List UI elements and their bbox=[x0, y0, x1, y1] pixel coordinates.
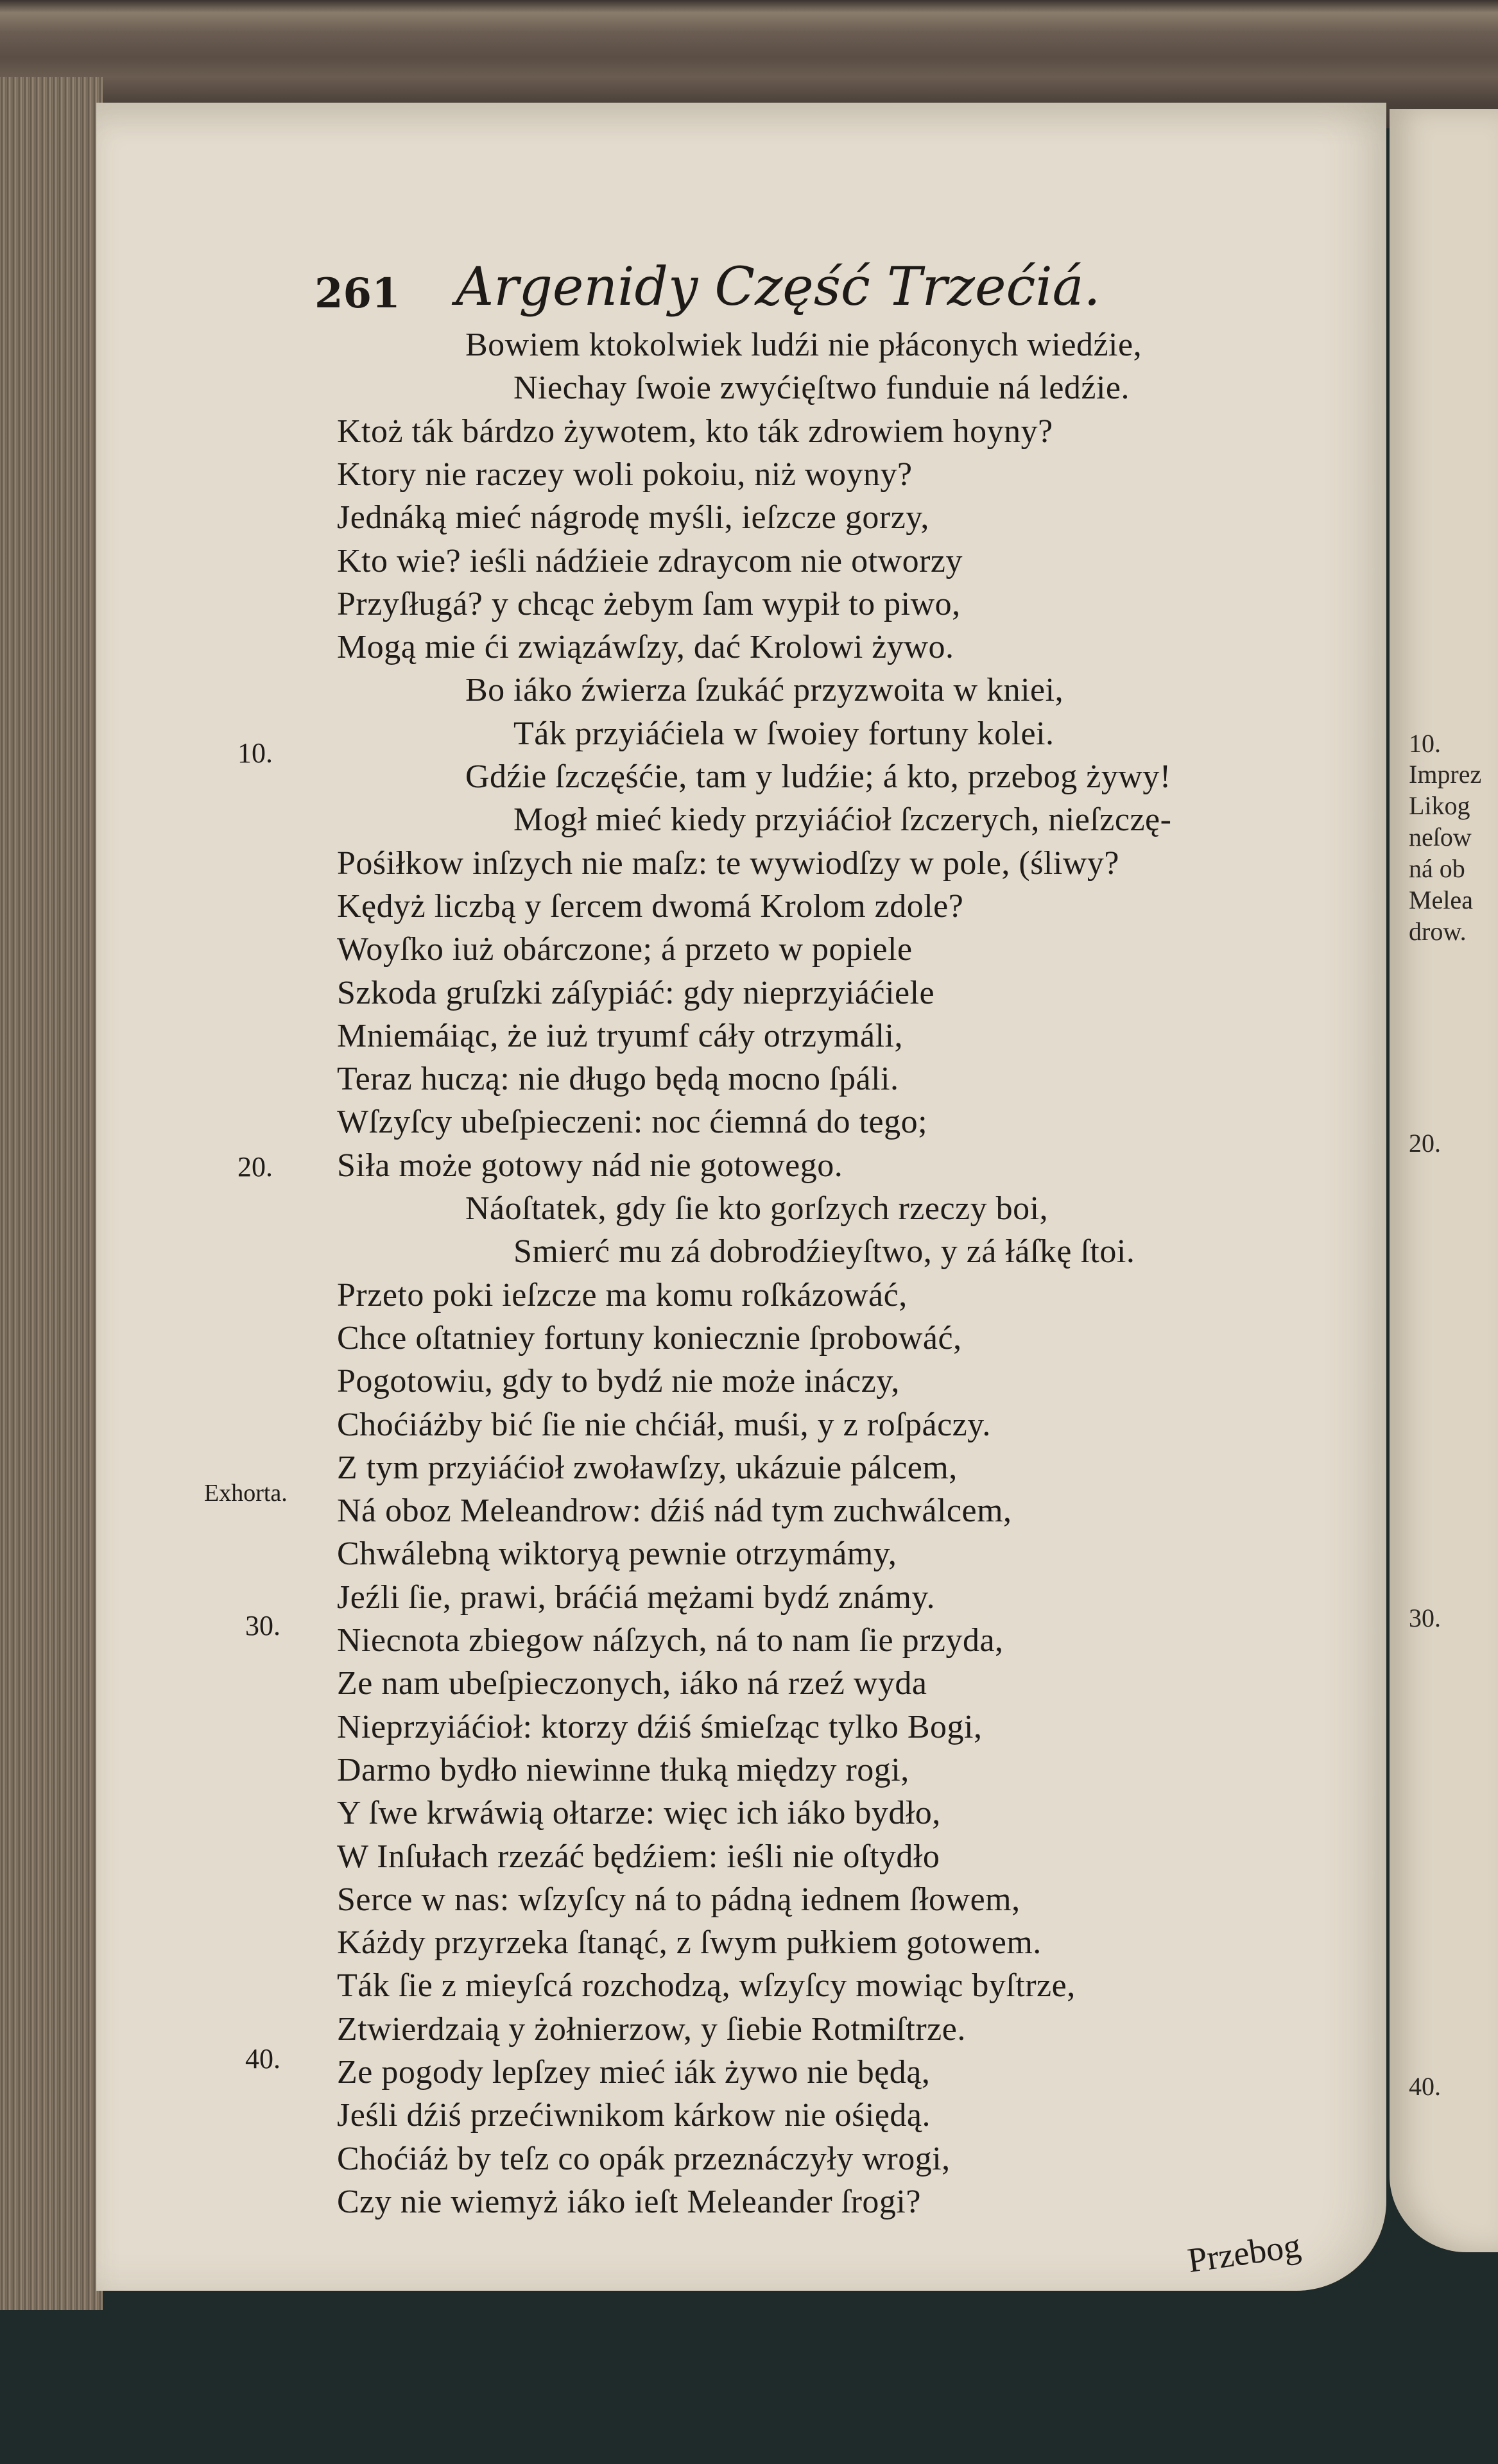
verse-line: Niechay ſwoie zwyćięſtwo funduie ná ledźie. bbox=[513, 370, 1130, 406]
facing-text-line: ná ob bbox=[1409, 854, 1465, 883]
facing-line-number-20: 20. bbox=[1409, 1129, 1441, 1158]
verse-line: Niecnota zbiegow náſzych, ná to nam ſie przyda, bbox=[337, 1622, 1004, 1659]
verse-line: Szkoda gruſzki záſypiáć: gdy nieprzyiáćiele bbox=[337, 975, 935, 1011]
verse-line: Czy nie wiemyż iáko ieſt Meleander ſrogi? bbox=[337, 2184, 921, 2220]
line-number-30: 30. bbox=[245, 1610, 280, 1641]
running-title: Argenidy Część Trzećiá. bbox=[456, 257, 1101, 318]
facing-text-line: drow. bbox=[1409, 917, 1467, 946]
facing-page bbox=[1390, 109, 1498, 2252]
verse-line: Kto wie? ieśli nádźieie zdraycom nie otworzy bbox=[337, 543, 963, 579]
verse-line: Ze pogody lepſzey mieć iák żywo nie będą, bbox=[337, 2054, 931, 2091]
verse-line: Siła może gotowy nád nie gotowego. bbox=[337, 1147, 843, 1184]
verse-line: Gdźie ſzczęśćie, tam y ludźie; á kto, przebog żywy! bbox=[465, 758, 1171, 795]
verse-line: Kędyż liczbą y ſercem dwomá Krolom zdole? bbox=[337, 888, 964, 925]
verse-line: Káżdy przyrzeka ſtanąć, z ſwym pułkiem gotowem. bbox=[337, 1924, 1042, 1961]
verse-line: Mogą mie ći związáwſzy, dać Krolowi żywo. bbox=[337, 629, 954, 665]
verse-line: Serce w nas: wſzyſcy ná to pádną iednem ſłowem, bbox=[337, 1881, 1020, 1918]
verse-line: Jeźli ſie, prawi, bráćiá mężami bydź známy. bbox=[337, 1579, 936, 1616]
verse-line: Ták ſie z mieyſcá rozchodzą, wſzyſcy mowiąc byſtrze, bbox=[337, 1967, 1076, 2004]
facing-line-number-10: 10. bbox=[1409, 729, 1441, 758]
facing-line-number-30: 30. bbox=[1409, 1604, 1441, 1632]
verse-line: Ná oboz Meleandrow: dźiś nád tym zuchwálcem, bbox=[337, 1493, 1012, 1529]
facing-line-number-40: 40. bbox=[1409, 2072, 1441, 2101]
verse-line: Chwálebną wiktoryą pewnie otrzymámy, bbox=[337, 1536, 897, 1572]
catchword: Przebog bbox=[1185, 2225, 1304, 2280]
verse-line: Nieprzyiáćioł: ktorzy dźiś śmieſząc tylko Bogi, bbox=[337, 1709, 983, 1745]
facing-text-line: Imprez bbox=[1409, 760, 1482, 789]
verse-line: Smierć mu zá dobrodźieyſtwo, y zá łáſkę ſtoi. bbox=[513, 1233, 1135, 1270]
page-number: 261 bbox=[314, 270, 400, 318]
verse-line: Bowiem ktokolwiek ludźi nie płáconych wiedźie, bbox=[465, 327, 1142, 363]
line-number-20: 20. bbox=[237, 1151, 273, 1183]
verse-line: Wſzyſcy ubeſpieczeni: noc ćiemná do tego; bbox=[337, 1104, 928, 1140]
verse-line: Z tym przyiáćioł zwoławſzy, ukázuie pálcem, bbox=[337, 1450, 958, 1486]
verse-line: Chce oſtatniey fortuny koniecznie ſprobowáć, bbox=[337, 1320, 962, 1356]
margin-note-exhortation: Exhorta. bbox=[204, 1480, 288, 1507]
page-edges bbox=[0, 77, 103, 2310]
verse-line: Pośiłkow inſzych nie maſz: te wywiodſzy w pole, (śliwy? bbox=[337, 845, 1119, 882]
verse-line: Choćiáżby bić ſie nie chćiáł, muśi, y z roſpáczy. bbox=[337, 1407, 991, 1443]
verse-line: Przyſługá? y chcąc żebym ſam wypił to piwo, bbox=[337, 586, 961, 622]
verse-line: Y ſwe krwáwią ołtarze: więc ich iáko bydło, bbox=[337, 1795, 941, 1831]
verse-line: Ztwierdzaią y żołnierzow, y ſiebie Rotmiſtrze. bbox=[337, 2011, 966, 2048]
verse-line: Teraz huczą: nie długo będą mocno ſpáli. bbox=[337, 1061, 899, 1097]
line-number-40: 40. bbox=[245, 2043, 280, 2075]
verse-line: Ktoż ták bárdzo żywotem, kto ták zdrowiem hoyny? bbox=[337, 413, 1053, 450]
verse-line: Mniemáiąc, że iuż tryumf cáły otrzymáli, bbox=[337, 1018, 903, 1054]
verse-line: Ktory nie raczey woli pokoiu, niż woyny? bbox=[337, 456, 913, 493]
verse-line: Choćiáż by teſz co opák przeznáczyły wrogi, bbox=[337, 2141, 951, 2177]
page-header bbox=[314, 257, 1277, 327]
verse-line: Przeto poki ieſzcze ma komu roſkázowáć, bbox=[337, 1277, 908, 1313]
verse-line: Jeśli dźiś przećiwnikom kárkow nie ośiędą. bbox=[337, 2097, 931, 2134]
verse-line: Darmo bydło niewinne tłuką między rogi, bbox=[337, 1752, 909, 1788]
facing-text-line: Melea bbox=[1409, 886, 1473, 914]
verse-line: Ze nam ubeſpieczonych, iáko ná rzeź wyda bbox=[337, 1665, 927, 1702]
verse-line: Ták przyiáćiela w ſwoiey fortuny kolei. bbox=[513, 715, 1055, 752]
verse-line: Jednáką mieć nágrodę myśli, ieſzcze gorzy, bbox=[337, 499, 929, 536]
verse-line: Pogotowiu, gdy to bydź nie może ináczy, bbox=[337, 1363, 900, 1399]
verse-line: Bo iáko źwierza ſzukáć przyzwoita w kniei, bbox=[465, 672, 1064, 708]
verse-line: Woyſko iuż obárczone; á przeto w popiele bbox=[337, 931, 913, 968]
facing-text-line: neſow bbox=[1409, 823, 1472, 851]
facing-text-line: Likog bbox=[1409, 791, 1470, 820]
line-number-10: 10. bbox=[237, 737, 273, 769]
verse-line: W Inſułach rzezáć będźiem: ieśli nie oſtydło bbox=[337, 1838, 940, 1875]
verse-line: Mogł mieć kiedy przyiáćioł ſzczerych, nieſzczę- bbox=[513, 801, 1172, 838]
verse-line: Náoſtatek, gdy ſie kto gorſzych rzeczy boi, bbox=[465, 1190, 1049, 1227]
